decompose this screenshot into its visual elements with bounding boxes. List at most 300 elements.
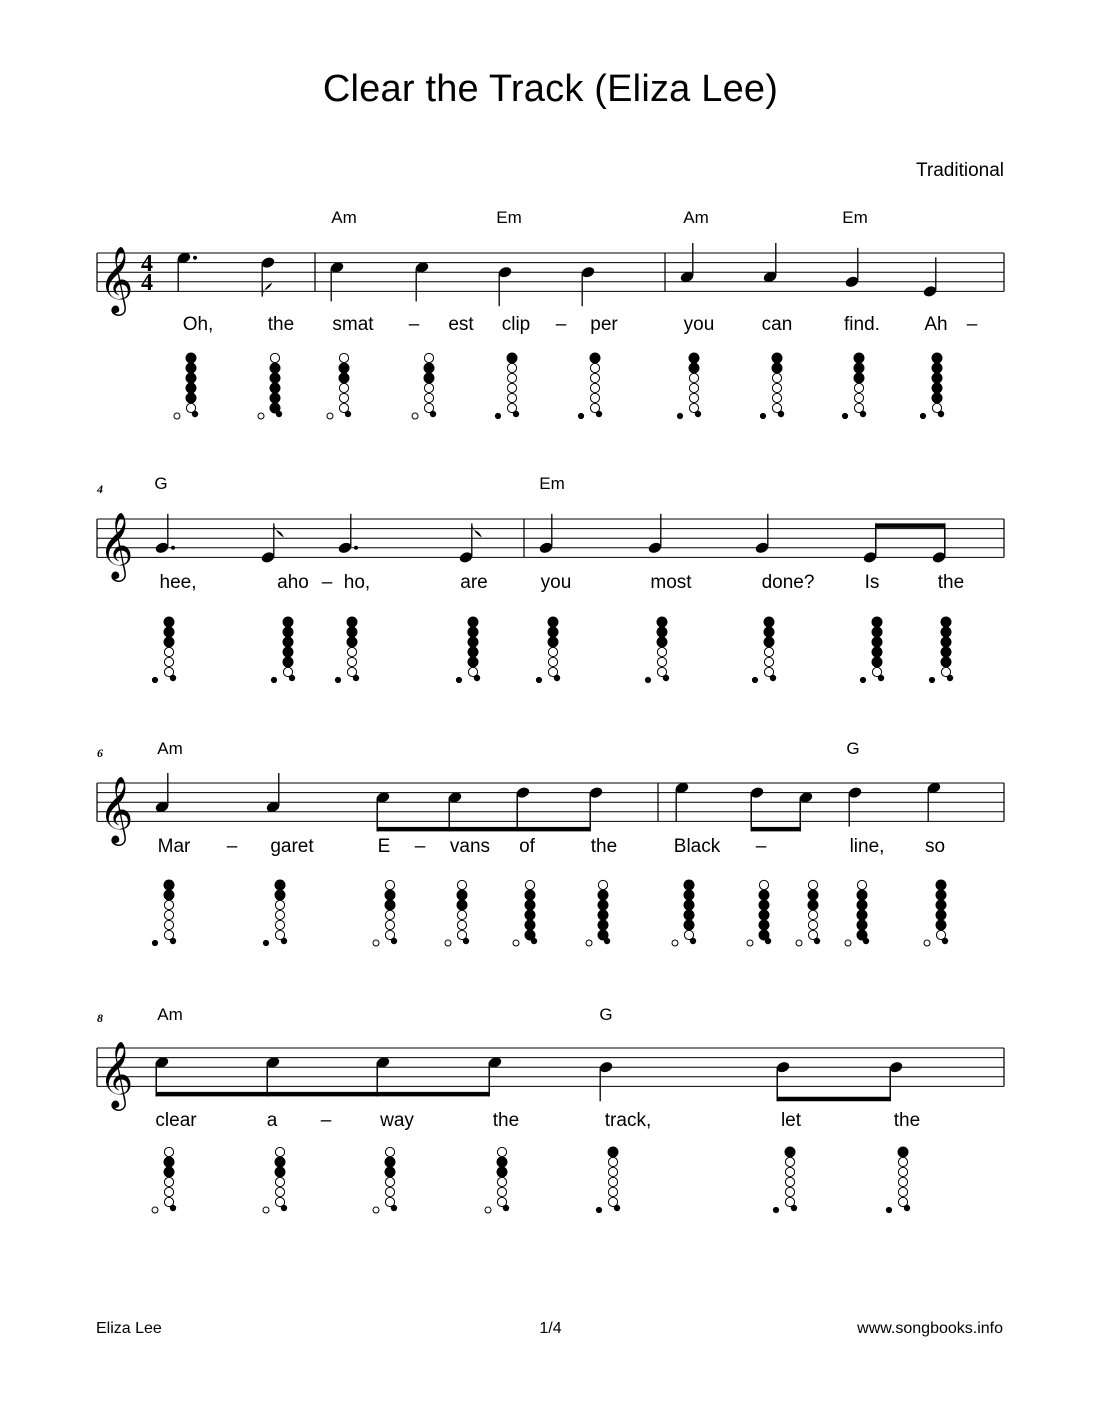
dot-icon (171, 546, 175, 550)
closed-hole-icon (932, 353, 942, 363)
open-hole-icon (854, 393, 863, 402)
bell-dot-icon (938, 411, 944, 417)
closed-hole-icon (854, 363, 864, 373)
staff-system (96, 474, 1004, 593)
open-hole-icon (548, 647, 557, 656)
closed-hole-icon (772, 363, 782, 373)
note-head (844, 248, 859, 289)
open-hole-icon (590, 383, 599, 392)
fingering-chart-icon (596, 1147, 620, 1213)
note-head (754, 514, 769, 555)
closed-hole-icon (186, 383, 196, 393)
bell-dot-icon (531, 938, 537, 944)
note-head (154, 1056, 169, 1097)
note-head (798, 791, 813, 832)
bell-dot-icon (778, 411, 784, 417)
thumb-hole-icon (485, 1207, 491, 1213)
closed-hole-icon (507, 353, 517, 363)
closed-hole-icon (283, 617, 293, 627)
thumb-hole-icon (760, 413, 765, 418)
open-hole-icon (525, 880, 534, 889)
open-hole-icon (772, 373, 781, 382)
fingering-chart-icon (271, 617, 295, 683)
thumb-hole-icon (773, 1207, 778, 1212)
open-hole-icon (347, 657, 356, 666)
closed-hole-icon (347, 627, 357, 637)
lyric-syllable: per (590, 314, 618, 335)
chord-symbol: Am (331, 208, 357, 227)
open-hole-icon (785, 1167, 794, 1176)
chord-symbol: Am (157, 739, 183, 758)
closed-hole-icon (684, 900, 694, 910)
open-hole-icon (608, 1177, 617, 1186)
closed-hole-icon (936, 920, 946, 930)
closed-hole-icon (385, 1167, 395, 1177)
chord-symbol: Em (539, 474, 565, 493)
time-signature-numerator: 4 (141, 251, 153, 277)
thumb-hole-icon (152, 1207, 158, 1213)
open-hole-icon (385, 1187, 394, 1196)
closed-hole-icon (689, 353, 699, 363)
bell-dot-icon (170, 675, 176, 681)
note-head (414, 261, 429, 302)
open-hole-icon (608, 1157, 617, 1166)
closed-hole-icon (497, 1167, 507, 1177)
thumb-hole-icon (327, 413, 333, 419)
bell-dot-icon (192, 411, 198, 417)
measure-number: 4 (97, 482, 103, 496)
open-hole-icon (347, 647, 356, 656)
open-hole-icon (608, 1187, 617, 1196)
bell-dot-icon (281, 1205, 287, 1211)
closed-hole-icon (186, 393, 196, 403)
note-head (497, 265, 512, 306)
thumb-hole-icon (513, 940, 519, 946)
closed-hole-icon (497, 1157, 507, 1167)
closed-hole-icon (684, 890, 694, 900)
chord-symbol: Em (842, 208, 868, 227)
closed-hole-icon (525, 920, 535, 930)
open-hole-icon (339, 383, 348, 392)
dot-icon (354, 546, 358, 550)
bell-dot-icon (289, 675, 295, 681)
lyric-hyphen: – (408, 314, 420, 335)
note-head (154, 773, 169, 814)
lyric-syllable: the (590, 836, 618, 857)
thumb-hole-icon (886, 1207, 891, 1212)
open-hole-icon (164, 1177, 173, 1186)
closed-hole-icon (759, 900, 769, 910)
note-head (926, 781, 941, 822)
lyric-syllable: you (683, 314, 715, 335)
closed-hole-icon (759, 890, 769, 900)
bell-dot-icon (353, 675, 359, 681)
closed-hole-icon (932, 373, 942, 383)
thumb-hole-icon (796, 940, 802, 946)
note-head (775, 1060, 790, 1101)
open-hole-icon (608, 1167, 617, 1176)
composer-credit: Traditional (915, 160, 1004, 181)
time-signature-denominator: 4 (141, 270, 153, 296)
fingering-chart-icon (752, 617, 776, 683)
closed-hole-icon (164, 1167, 174, 1177)
lyric-hyphen: – (755, 836, 767, 857)
open-hole-icon (424, 393, 433, 402)
open-hole-icon (657, 647, 666, 656)
treble-clef-icon: 𝄞 (99, 1040, 134, 1108)
lyric-syllable: hee, (159, 572, 197, 593)
note-head (922, 257, 937, 298)
lyric-syllable: can (761, 314, 793, 335)
thumb-hole-icon (845, 940, 851, 946)
open-hole-icon (424, 383, 433, 392)
fingering-chart-icon (263, 1147, 287, 1213)
treble-clef-icon: 𝄞 (99, 245, 134, 313)
thumb-hole-icon (677, 413, 682, 418)
closed-hole-icon (164, 637, 174, 647)
closed-hole-icon (857, 920, 867, 930)
open-hole-icon (164, 1187, 173, 1196)
lyric-hyphen: – (320, 1110, 332, 1131)
fingering-chart-icon (760, 353, 784, 419)
open-hole-icon (164, 900, 173, 909)
closed-hole-icon (689, 363, 699, 373)
fingering-chart-icon (920, 353, 944, 419)
note-head (487, 1056, 502, 1097)
lyric-syllable: find. (844, 314, 880, 335)
closed-hole-icon (657, 627, 667, 637)
closed-hole-icon (525, 900, 535, 910)
thumb-hole-icon (752, 677, 757, 682)
staff-system (97, 739, 1004, 857)
lyric-syllable: way (380, 1110, 414, 1131)
thumb-hole-icon (596, 1207, 601, 1212)
open-hole-icon (590, 363, 599, 372)
closed-hole-icon (457, 900, 467, 910)
thumb-hole-icon (271, 677, 276, 682)
chord-symbol: G (154, 474, 168, 493)
closed-hole-icon (164, 617, 174, 627)
fingering-chart-icon (536, 617, 560, 683)
fingering-chart-icon (485, 1147, 509, 1213)
lyric-hyphen: – (226, 836, 238, 857)
open-hole-icon (275, 1147, 284, 1156)
closed-hole-icon (385, 900, 395, 910)
fingering-chart-icon (672, 880, 696, 946)
bell-dot-icon (276, 411, 282, 417)
open-hole-icon (598, 880, 607, 889)
note-head (176, 251, 197, 292)
open-hole-icon (457, 920, 466, 929)
thumb-hole-icon (373, 940, 379, 946)
page-title: Clear the Track (Eliza Lee) (322, 68, 779, 110)
thumb-hole-icon (258, 413, 264, 419)
closed-hole-icon (764, 627, 774, 637)
open-hole-icon (164, 910, 173, 919)
bell-dot-icon (791, 1205, 797, 1211)
closed-hole-icon (785, 1147, 795, 1157)
fingering-chart-icon (412, 353, 436, 419)
thumb-hole-icon (263, 1207, 269, 1213)
open-hole-icon (385, 910, 394, 919)
closed-hole-icon (759, 910, 769, 920)
lyric-syllable: a (266, 1110, 278, 1131)
fingering-chart-icon (886, 1147, 910, 1213)
note-head (749, 786, 764, 827)
thumb-hole-icon (929, 677, 934, 682)
note-head (375, 1056, 390, 1097)
bell-dot-icon (663, 675, 669, 681)
lyric-syllable: so (924, 836, 946, 857)
thumb-hole-icon (578, 413, 583, 418)
fingering-chart-icon (796, 880, 820, 946)
closed-hole-icon (186, 353, 196, 363)
thumb-hole-icon (645, 677, 650, 682)
open-hole-icon (590, 373, 599, 382)
chord-symbol: G (599, 1005, 613, 1024)
closed-hole-icon (872, 627, 882, 637)
fingering-chart-icon (860, 617, 884, 683)
closed-hole-icon (283, 647, 293, 657)
closed-hole-icon (808, 900, 818, 910)
thumb-hole-icon (672, 940, 678, 946)
flag-icon (262, 283, 272, 297)
closed-hole-icon (270, 393, 280, 403)
bell-dot-icon (170, 1205, 176, 1211)
open-hole-icon (164, 657, 173, 666)
open-hole-icon (689, 383, 698, 392)
open-hole-icon (424, 353, 433, 362)
chord-symbol: Em (496, 208, 522, 227)
note-head (375, 791, 390, 832)
flag-icon (274, 523, 284, 537)
closed-hole-icon (598, 910, 608, 920)
lyric-syllable: Ah (924, 314, 948, 335)
fingering-chart-icon (924, 880, 948, 946)
measure-number: 8 (97, 1011, 103, 1025)
bell-dot-icon (904, 1205, 910, 1211)
fingering-chart-icon (495, 353, 519, 419)
open-hole-icon (497, 1177, 506, 1186)
open-hole-icon (785, 1157, 794, 1166)
bell-dot-icon (463, 938, 469, 944)
open-hole-icon (164, 920, 173, 929)
closed-hole-icon (186, 363, 196, 373)
closed-hole-icon (598, 890, 608, 900)
closed-hole-icon (468, 627, 478, 637)
bell-dot-icon (596, 411, 602, 417)
note-head (154, 514, 175, 555)
thumb-hole-icon (747, 940, 753, 946)
note-head (265, 773, 280, 814)
open-hole-icon (339, 353, 348, 362)
thumb-hole-icon (456, 677, 461, 682)
lyric-syllable: clip (501, 314, 531, 335)
thumb-hole-icon (920, 413, 925, 418)
lyric-syllable: done? (761, 572, 815, 593)
fingering-chart-icon (845, 880, 869, 946)
open-hole-icon (497, 1147, 506, 1156)
staff-system (97, 208, 1004, 335)
fingering-chart-icon (152, 1147, 176, 1213)
lyric-syllable: line, (849, 836, 885, 857)
open-hole-icon (385, 880, 394, 889)
closed-hole-icon (684, 920, 694, 930)
fingering-chart-icon (747, 880, 771, 946)
note-head (265, 1056, 280, 1097)
measure-number: 6 (97, 746, 103, 760)
open-hole-icon (854, 383, 863, 392)
fingering-chart-icon (645, 617, 669, 683)
lyric-syllable: Mar (157, 836, 191, 857)
closed-hole-icon (941, 647, 951, 657)
closed-hole-icon (684, 910, 694, 920)
lyric-syllable: garet (270, 836, 314, 857)
closed-hole-icon (468, 657, 478, 667)
lyric-syllable: clear (155, 1110, 197, 1131)
bell-dot-icon (604, 938, 610, 944)
lyric-syllable: Black (673, 836, 721, 857)
closed-hole-icon (164, 880, 174, 890)
beam (777, 1097, 890, 1102)
chord-symbol: Am (683, 208, 709, 227)
closed-hole-icon (936, 910, 946, 920)
open-hole-icon (507, 383, 516, 392)
thumb-hole-icon (373, 1207, 379, 1213)
open-hole-icon (457, 910, 466, 919)
closed-hole-icon (457, 890, 467, 900)
bell-dot-icon (947, 675, 953, 681)
closed-hole-icon (854, 373, 864, 383)
closed-hole-icon (164, 1157, 174, 1167)
lyric-syllable: you (540, 572, 572, 593)
lyric-syllable: let (780, 1110, 802, 1131)
closed-hole-icon (468, 617, 478, 627)
closed-hole-icon (657, 637, 667, 647)
open-hole-icon (759, 880, 768, 889)
thumb-hole-icon (174, 413, 180, 419)
footer-page-number: 1/4 (539, 1320, 562, 1337)
treble-clef-icon: 𝄞 (99, 511, 134, 579)
bell-dot-icon (430, 411, 436, 417)
closed-hole-icon (468, 647, 478, 657)
open-hole-icon (275, 1187, 284, 1196)
closed-hole-icon (548, 627, 558, 637)
fingering-chart-icon (773, 1147, 797, 1213)
lyric-hyphen: – (555, 314, 567, 335)
note-head (337, 514, 358, 555)
open-hole-icon (657, 657, 666, 666)
lyric-syllable: the (267, 314, 295, 335)
footer-website: www.songbooks.info (857, 1320, 1003, 1337)
bell-dot-icon (695, 411, 701, 417)
open-hole-icon (507, 373, 516, 382)
closed-hole-icon (684, 880, 694, 890)
lyric-syllable: the (492, 1110, 520, 1131)
note-head (515, 786, 530, 827)
open-hole-icon (808, 910, 817, 919)
dot-icon (193, 256, 197, 260)
open-hole-icon (275, 1177, 284, 1186)
lyric-syllable: Is (864, 572, 880, 593)
fingering-chart-icon (456, 617, 480, 683)
closed-hole-icon (932, 383, 942, 393)
note-head (588, 786, 603, 827)
open-hole-icon (548, 657, 557, 666)
note-head (580, 265, 595, 306)
open-hole-icon (164, 1147, 173, 1156)
open-hole-icon (764, 647, 773, 656)
lyric-syllable: most (650, 572, 692, 593)
closed-hole-icon (164, 627, 174, 637)
closed-hole-icon (283, 627, 293, 637)
closed-hole-icon (872, 637, 882, 647)
lyric-syllable: aho (277, 572, 309, 593)
fingering-chart-icon (152, 617, 176, 683)
open-hole-icon (497, 1187, 506, 1196)
fingering-chart-icon (513, 880, 537, 946)
closed-hole-icon (598, 900, 608, 910)
treble-clef-icon: 𝄞 (99, 775, 134, 843)
bell-dot-icon (863, 938, 869, 944)
thumb-hole-icon (412, 413, 418, 419)
note-head (598, 1060, 613, 1101)
open-hole-icon (507, 363, 516, 372)
fingering-chart-icon (842, 353, 866, 419)
fingering-chart-icon (677, 353, 701, 419)
closed-hole-icon (936, 890, 946, 900)
closed-hole-icon (657, 617, 667, 627)
lyric-hyphen: – (414, 836, 426, 857)
fingering-chart-icon (335, 617, 359, 683)
beam (751, 827, 800, 832)
thumb-hole-icon (536, 677, 541, 682)
chord-symbol: G (846, 739, 860, 758)
closed-hole-icon (759, 920, 769, 930)
lyric-syllable: E (377, 836, 391, 857)
closed-hole-icon (186, 373, 196, 383)
bell-dot-icon (765, 938, 771, 944)
closed-hole-icon (270, 363, 280, 373)
open-hole-icon (385, 920, 394, 929)
open-hole-icon (772, 393, 781, 402)
fingering-chart-icon (586, 880, 610, 946)
chord-symbol: Am (157, 1005, 183, 1024)
closed-hole-icon (385, 890, 395, 900)
thumb-hole-icon (924, 940, 930, 946)
fingering-chart-icon (929, 617, 953, 683)
bell-dot-icon (513, 411, 519, 417)
closed-hole-icon (339, 363, 349, 373)
closed-hole-icon (548, 617, 558, 627)
note-head (647, 514, 662, 555)
lyric-syllable: smat (332, 314, 374, 335)
fingering-chart-icon (152, 880, 176, 946)
closed-hole-icon (941, 627, 951, 637)
thumb-hole-icon (860, 677, 865, 682)
lyric-syllable: the (893, 1110, 921, 1131)
note-head (674, 781, 689, 822)
note-head (679, 243, 694, 284)
open-hole-icon (385, 1177, 394, 1186)
bell-dot-icon (391, 1205, 397, 1211)
thumb-hole-icon (152, 677, 157, 682)
closed-hole-icon (857, 910, 867, 920)
closed-hole-icon (808, 890, 818, 900)
closed-hole-icon (275, 1157, 285, 1167)
fingering-chart-icon (258, 353, 282, 419)
open-hole-icon (898, 1157, 907, 1166)
